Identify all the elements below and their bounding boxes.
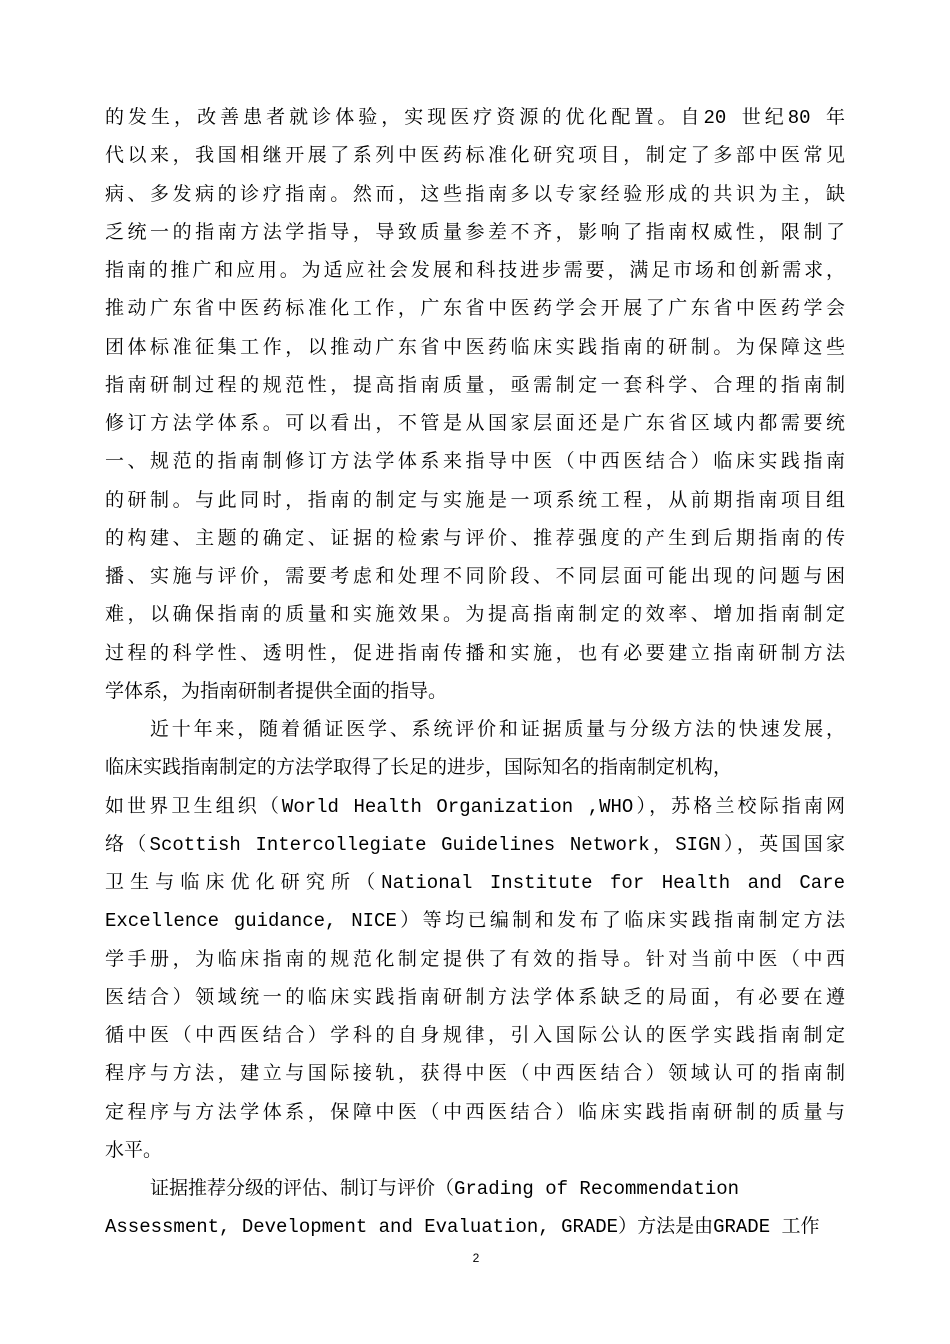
text-line: 卫生与临床优化研究所（National Institute for Health and Care xyxy=(105,872,845,894)
text-line: Assessment, Development and Evaluation, GRADE）方法是由GRADE 工作 xyxy=(105,1216,820,1239)
text-line: 难，以确保指南的质量和实施效果。为提高指南制定的效率、增加指南制定 xyxy=(105,604,845,627)
text-line: 一、规范的指南制修订方法学体系来指导中医（中西医结合）临床实践指南 xyxy=(105,451,845,474)
text-line-first: 证据推荐分级的评估、制订与评价（Grading of Recommendation xyxy=(150,1178,740,1200)
text-line: 络（Scottish Intercollegiate Guidelines Network，SIGN），英国国家 xyxy=(105,833,845,856)
text-line: 乏统一的指南方法学指导，导致质量参差不齐，影响了指南权威性，限制了 xyxy=(105,221,845,244)
page-number: 2 xyxy=(472,1251,480,1265)
paragraph-2 xyxy=(105,711,845,1170)
text-line-first: 近十年来，随着循证医学、系统评价和证据质量与分级方法的快速发展， xyxy=(150,719,845,741)
text-line: 程序与方法，建立与国际接轨，获得中医（中西医结合）领域认可的指南制 xyxy=(105,1063,845,1086)
text-line-last: 学体系，为指南研制者提供全面的指导。 xyxy=(105,680,448,703)
text-line: 定程序与方法学体系，保障中医（中西医结合）临床实践指南研制的质量与 xyxy=(105,1101,845,1124)
text-line: 修订方法学体系。可以看出，不管是从国家层面还是广东省区域内都需要统 xyxy=(105,413,845,435)
text-line: 指南研制过程的规范性，提高指南质量，亟需制定一套科学、合理的指南制 xyxy=(105,374,845,397)
text-line: 学手册，为临床指南的规范化制定提供了有效的指导。针对当前中医（中西 xyxy=(105,948,845,971)
text-line: 代以来，我国相继开展了系列中医药标准化研究项目，制定了多部中医常见 xyxy=(105,145,845,168)
paragraph-1 xyxy=(105,99,845,711)
text-line: 的构建、主题的确定、证据的检索与评价、推荐强度的产生到后期指南的传 xyxy=(105,527,845,550)
text-line: 医结合）领域统一的临床实践指南研制方法学体系缺乏的局面，有必要在遵 xyxy=(105,986,845,1009)
text-line: Excellence guidance, NICE）等均已编制和发布了临床实践指南制定方法 xyxy=(105,910,845,933)
text-line: 播、实施与评价，需要考虑和处理不同阶段、不同层面可能出现的问题与困 xyxy=(105,566,845,588)
text-line: 指南的推广和应用。为适应社会发展和科技进步需要，满足市场和创新需求， xyxy=(105,260,845,282)
text-line: 团体标准征集工作，以推动广东省中医药临床实践指南的研制。为保障这些 xyxy=(105,336,845,359)
text-line: 过程的科学性、透明性，促进指南传播和实施，也有必要建立指南研制方法 xyxy=(105,642,845,665)
text-line: 循中医（中西医结合）学科的自身规律，引入国际公认的医学实践指南制定 xyxy=(105,1025,845,1047)
paragraph-3 xyxy=(105,1170,845,1247)
body-text xyxy=(105,99,845,1247)
text-line: 的研制。与此同时，指南的制定与实施是一项系统工程，从前期指南项目组 xyxy=(105,489,845,512)
text-line: 临床实践指南制定的方法学取得了长足的进步，国际知名的指南制定机构， xyxy=(105,757,733,780)
text-line: 推动广东省中医药标准化工作，广东省中医药学会开展了广东省中医药学会 xyxy=(105,298,845,321)
text-line: 的发生，改善患者就诊体验，实现医疗资源的优化配置。自20 世纪80 年 xyxy=(105,107,845,129)
text-line-last: 水平。 xyxy=(105,1139,163,1162)
text-line: 病、多发病的诊疗指南。然而，这些指南多以专家经验形成的共识为主，缺 xyxy=(105,183,845,206)
text-line: 如世界卫生组织（World Health Organization ,WHO），苏格兰校际指南网 xyxy=(105,795,845,818)
